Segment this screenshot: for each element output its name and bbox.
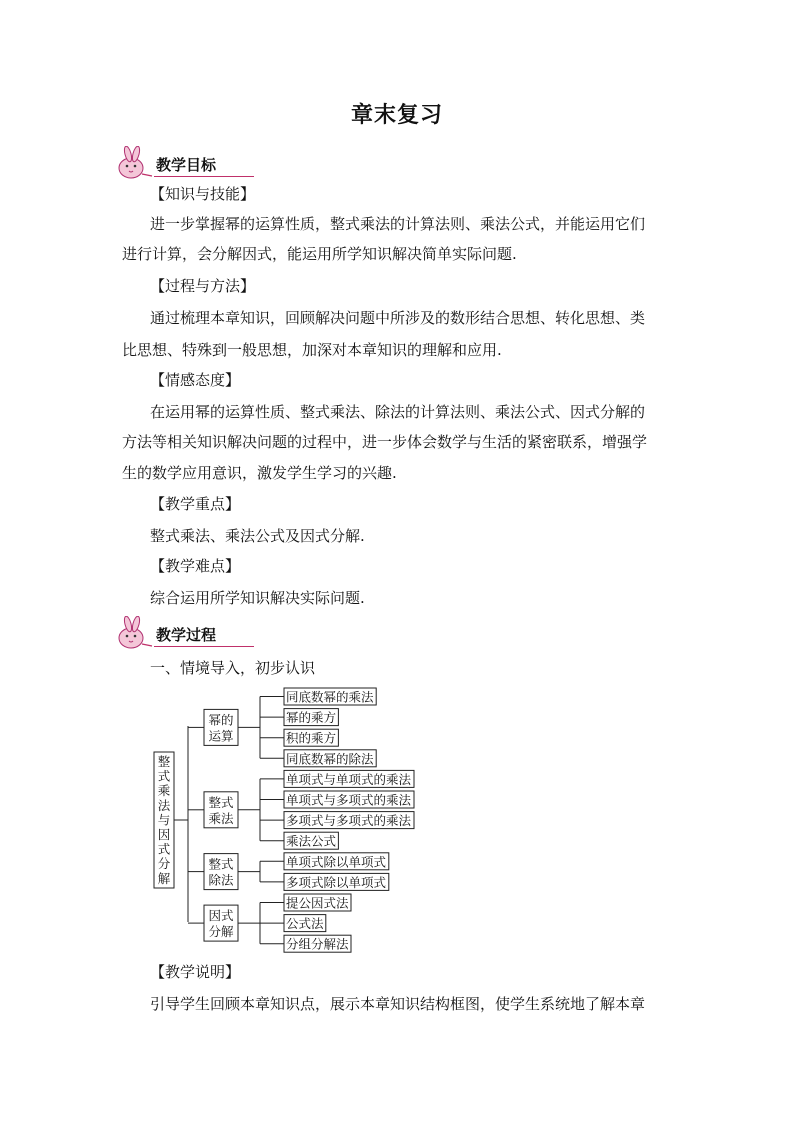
root-char: 法 [157,797,171,813]
item-label: 多项式与多项式的乘法 [286,813,412,829]
page-title: 章末复习 [350,102,443,128]
paragraph-line: 生的数学应用意识，激发学生学习的兴趣. [122,464,397,482]
paragraph-line: 整式乘法、乘法公式及因式分解. [150,527,365,545]
group-label: 整式 [208,794,234,810]
item-label: 同底数幂的除法 [286,751,374,767]
paragraph-line: 进行计算，会分解因式，能运用所学知识解决简单实际问题. [122,245,517,263]
group-label: 乘法 [208,810,234,826]
item-label: 分组分解法 [286,936,349,952]
heading-key-points: 【教学重点】 [150,495,241,513]
root-char: 整 [157,754,171,769]
item-label: 同底数幂的乘法 [286,689,374,705]
paragraph-line: 通过梳理本章知识，回顾解决问题中所涉及的数形结合思想、转化思想、类 [150,309,646,327]
item-label: 幂的乘方 [286,710,337,726]
paragraph-line: 在运用幂的运算性质、整式乘法、除法的计算法则、乘法公式、因式分解的 [150,403,646,421]
heading-process: 【过程与方法】 [150,277,256,295]
item-label: 积的乘方 [286,730,337,746]
paragraph-line: 引导学生回顾本章知识点，展示本章知识结构框图，使学生系统地了解本章 [150,995,646,1013]
heading-knowledge: 【知识与技能】 [150,185,256,203]
paragraph-line: 综合运用所学知识解决实际问题. [150,589,365,607]
bunny-icon [116,146,156,182]
root-char: 式 [157,841,171,857]
section-heading-process [116,616,256,652]
item-label: 单项式除以单项式 [286,854,387,870]
heading-difficulties: 【教学难点】 [150,557,241,575]
group-label: 分解 [208,924,234,940]
item-label: 单项式与单项式的乘法 [286,771,412,787]
root-char: 分 [157,856,171,872]
heading-explanation: 【教学说明】 [150,963,241,981]
item-label: 多项式除以单项式 [286,874,387,890]
item-label: 单项式与多项式的乘法 [286,792,412,808]
group-label: 整式 [208,856,234,872]
paragraph-line: 比思想、特殊到一般思想，加深对本章知识的理解和应用. [122,341,502,359]
divider [154,646,254,647]
divider [154,176,254,177]
item-label: 提公因式法 [286,895,349,911]
section-heading-label: 教学过程 [156,626,217,644]
bunny-icon [116,616,156,652]
intro-heading: 一、情境导入，初步认识 [150,659,316,677]
group-label: 幂的 [208,712,234,728]
heading-attitude: 【情感态度】 [150,371,241,389]
group-label: 除法 [208,872,234,888]
root-char: 式 [157,768,171,784]
root-char: 与 [157,812,171,828]
group-label: 运算 [208,728,234,744]
item-label: 公式法 [286,916,324,932]
section-heading-objectives [116,146,256,182]
section-heading-label: 教学目标 [156,156,217,174]
root-char: 解 [157,870,171,886]
knowledge-structure-diagram [150,686,440,956]
paragraph-line: 方法等相关知识解决问题的过程中，进一步体会数学与生活的紧密联系，增强学 [122,433,648,451]
group-label: 因式 [208,908,234,924]
root-char: 乘 [157,783,171,799]
item-label: 乘法公式 [286,833,337,849]
paragraph-line: 进一步掌握幂的运算性质，整式乘法的计算法则、乘法公式，并能运用它们 [150,215,646,233]
root-char: 因 [157,827,171,842]
